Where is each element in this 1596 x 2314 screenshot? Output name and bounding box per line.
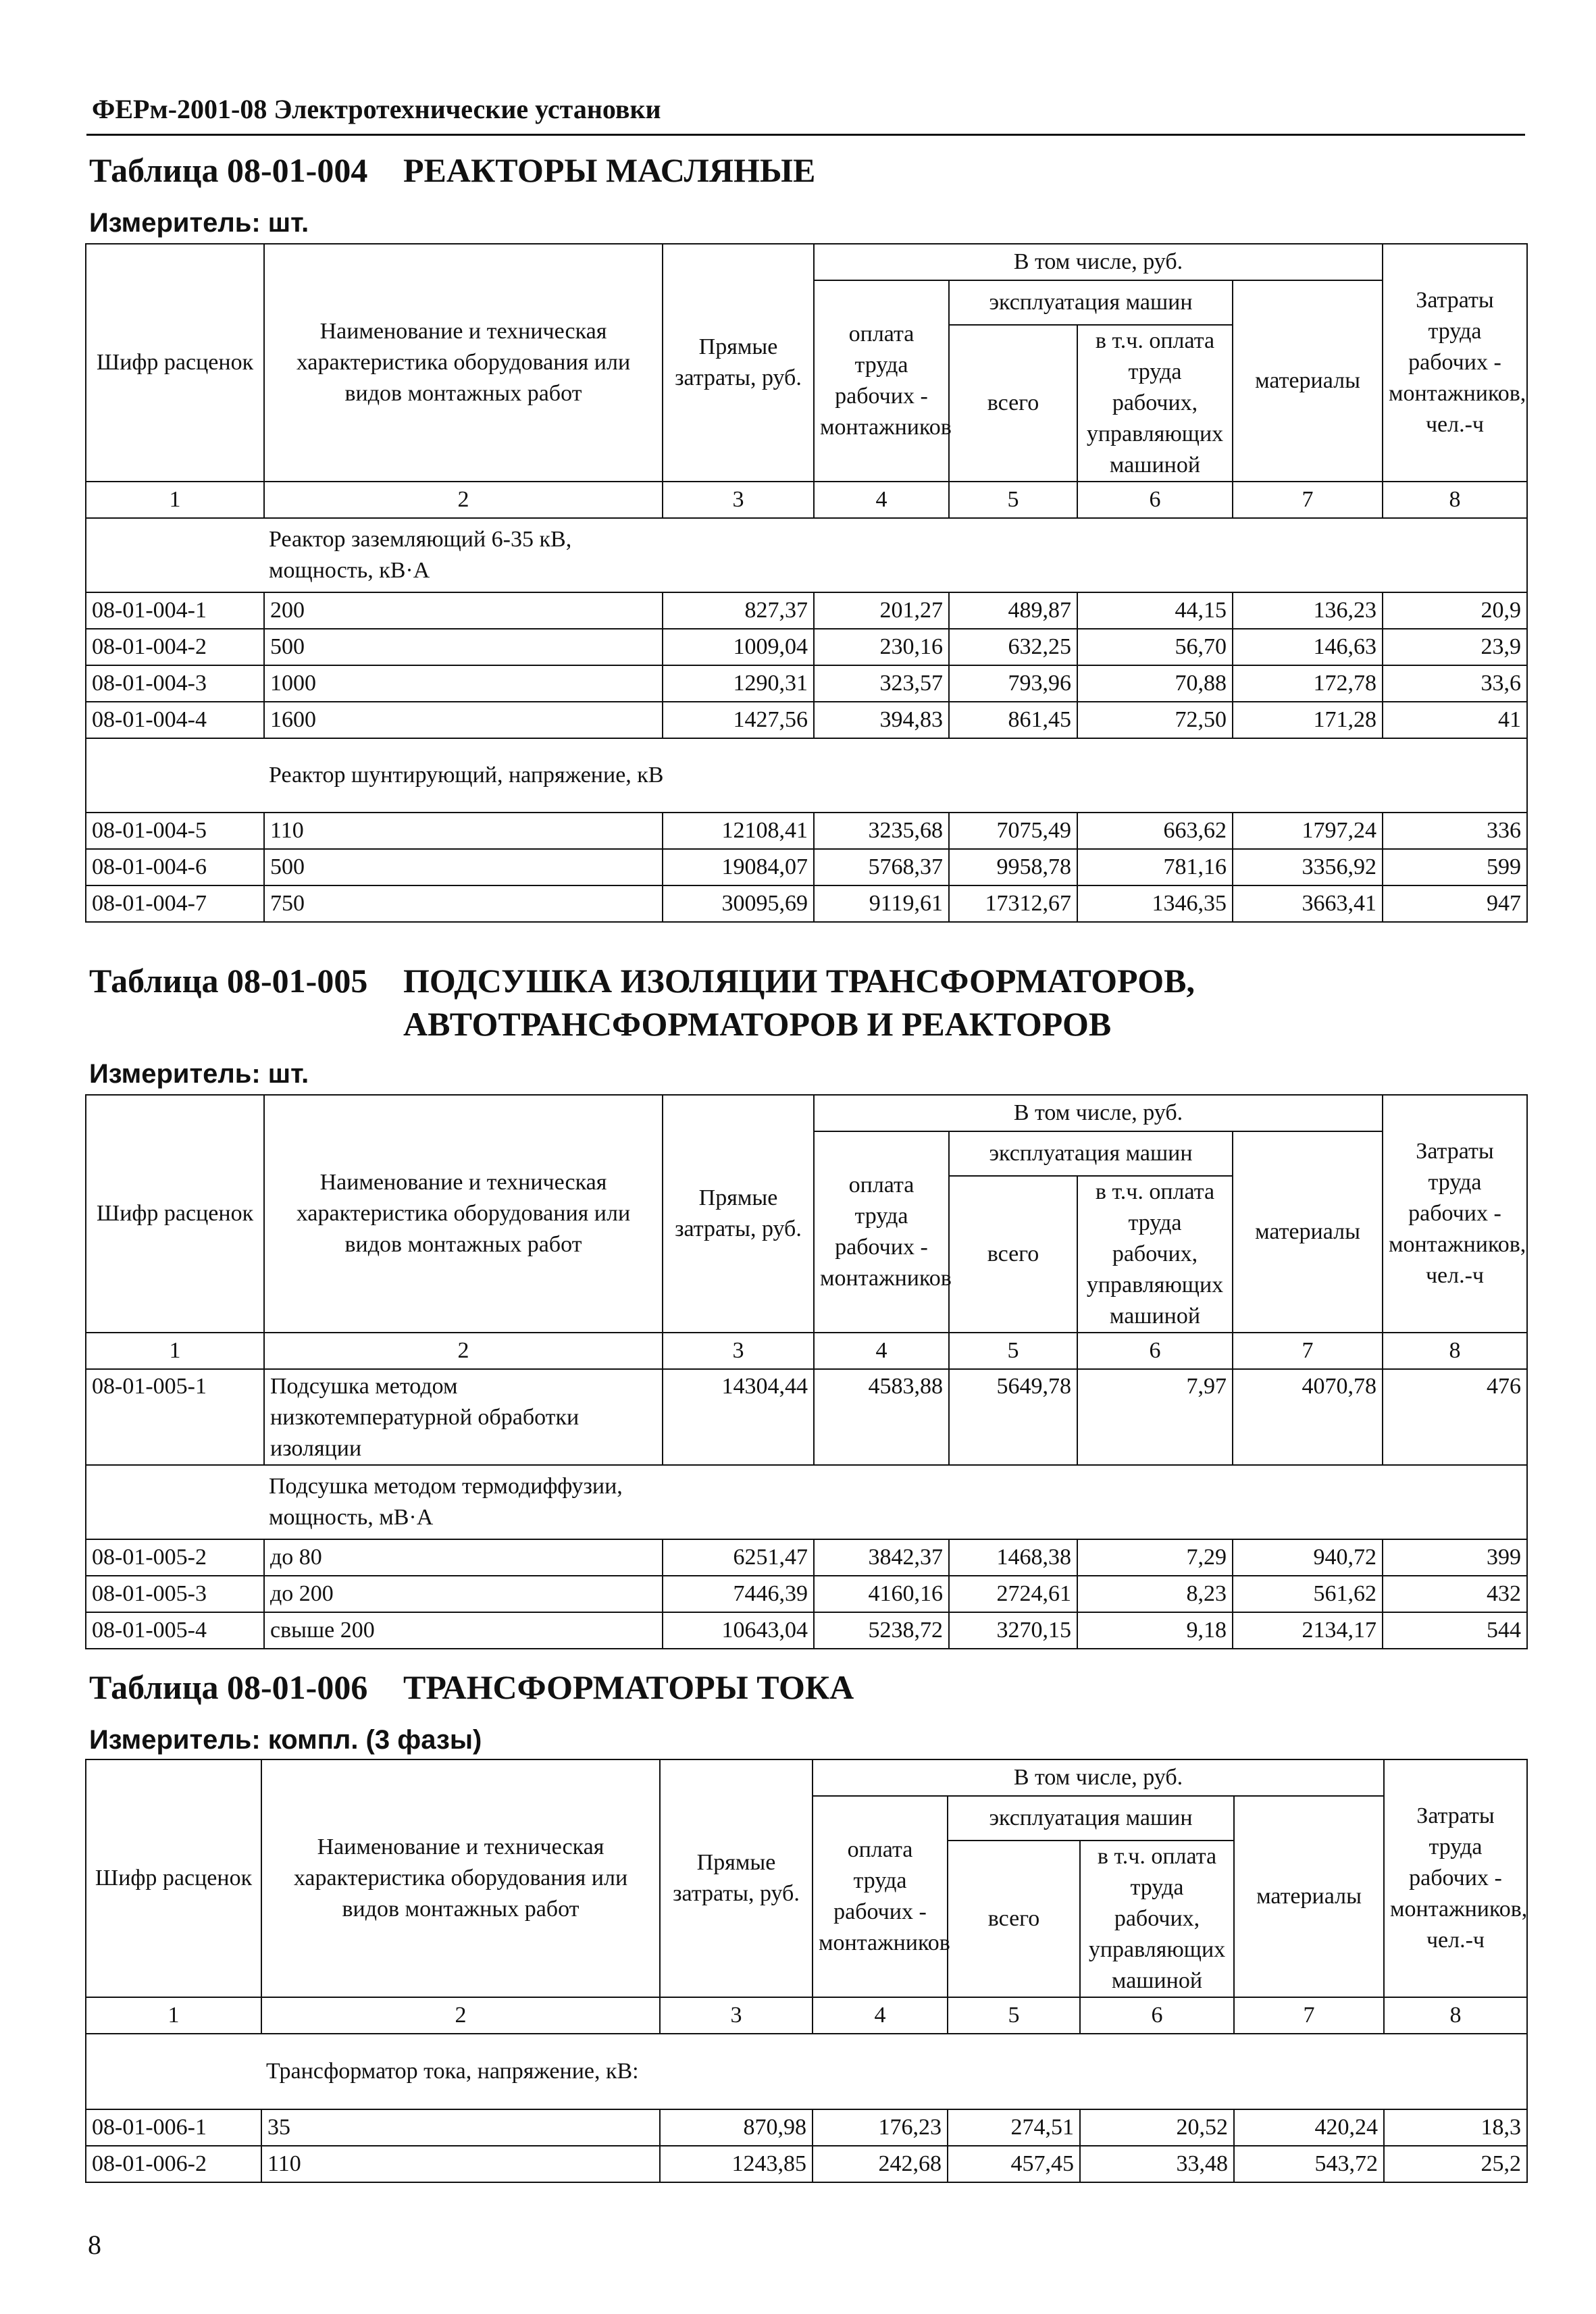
rates-table-08-01-006 bbox=[85, 1759, 1528, 2183]
column-header-labor: оплата труда рабочих - монтажников bbox=[814, 280, 949, 482]
cell-materials: 561,62 bbox=[1233, 1576, 1383, 1612]
column-header-labor: оплата труда рабочих - монтажников bbox=[814, 1131, 949, 1333]
cell-labor-cost: 33,6 bbox=[1383, 665, 1527, 702]
cell-name: 110 bbox=[261, 2146, 660, 2182]
table-code: Таблица 08-01-005 bbox=[89, 962, 368, 1000]
table-row bbox=[86, 1576, 1527, 1612]
column-number: 3 bbox=[663, 482, 814, 518]
cell-materials: 136,23 bbox=[1233, 592, 1383, 629]
table-row bbox=[86, 592, 1527, 629]
column-number: 4 bbox=[814, 482, 949, 518]
table-row bbox=[86, 2146, 1527, 2182]
cell-machine-total: 2724,61 bbox=[949, 1576, 1077, 1612]
cell-labor: 5238,72 bbox=[814, 1612, 949, 1649]
column-header-labor-cost: Затраты труда рабочих - монтажников, чел.-ч bbox=[1383, 1095, 1527, 1333]
cell-labor: 242,68 bbox=[813, 2146, 948, 2182]
cell-name: до 200 bbox=[264, 1576, 663, 1612]
column-number: 3 bbox=[660, 1997, 813, 2034]
column-number: 3 bbox=[663, 1333, 814, 1369]
cell-direct: 12108,41 bbox=[663, 813, 814, 849]
group-row bbox=[86, 738, 1527, 813]
table-row bbox=[86, 665, 1527, 702]
cell-operator: 781,16 bbox=[1077, 849, 1233, 885]
cell-materials: 940,72 bbox=[1233, 1539, 1383, 1576]
table-row bbox=[86, 849, 1527, 885]
cell-labor: 4583,88 bbox=[814, 1369, 949, 1465]
cell-operator: 56,70 bbox=[1077, 629, 1233, 665]
rates-table-08-01-004 bbox=[85, 243, 1528, 923]
cell-operator: 72,50 bbox=[1077, 702, 1233, 738]
cell-materials: 420,24 bbox=[1234, 2109, 1384, 2146]
cell-name: Подсушка методом низкотемпературной обработки изоляции bbox=[264, 1369, 663, 1465]
cell-materials: 171,28 bbox=[1233, 702, 1383, 738]
column-number: 6 bbox=[1080, 1997, 1234, 2034]
cell-labor: 394,83 bbox=[814, 702, 949, 738]
cell-direct: 1009,04 bbox=[663, 629, 814, 665]
cell-labor: 176,23 bbox=[813, 2109, 948, 2146]
cell-code: 08-01-006-2 bbox=[86, 2146, 261, 2182]
cell-materials: 146,63 bbox=[1233, 629, 1383, 665]
table-name: ТРАНСФОРМАТОРЫ ТОКА bbox=[403, 1668, 854, 1706]
cell-direct: 10643,04 bbox=[663, 1612, 814, 1649]
cell-code: 08-01-004-7 bbox=[86, 885, 264, 922]
cell-name: 750 bbox=[264, 885, 663, 922]
cell-machine-total: 861,45 bbox=[949, 702, 1077, 738]
cell-labor: 4160,16 bbox=[814, 1576, 949, 1612]
cell-code: 08-01-005-4 bbox=[86, 1612, 264, 1649]
column-header-machine-total: всего bbox=[949, 1176, 1077, 1333]
cell-materials: 4070,78 bbox=[1233, 1369, 1383, 1465]
cell-direct: 6251,47 bbox=[663, 1539, 814, 1576]
cell-labor-cost: 336 bbox=[1383, 813, 1527, 849]
cell-machine-total: 17312,67 bbox=[949, 885, 1077, 922]
cell-name: до 80 bbox=[264, 1539, 663, 1576]
cell-code: 08-01-005-1 bbox=[86, 1369, 264, 1465]
cell-code: 08-01-004-6 bbox=[86, 849, 264, 885]
cell-code: 08-01-004-5 bbox=[86, 813, 264, 849]
cell-labor-cost: 18,3 bbox=[1384, 2109, 1527, 2146]
cell-operator: 70,88 bbox=[1077, 665, 1233, 702]
group-row bbox=[86, 1465, 1527, 1539]
cell-materials: 3356,92 bbox=[1233, 849, 1383, 885]
cell-labor: 5768,37 bbox=[814, 849, 949, 885]
column-header-direct: Прямые затраты, руб. bbox=[663, 244, 814, 482]
cell-labor-cost: 23,9 bbox=[1383, 629, 1527, 665]
table-row bbox=[86, 702, 1527, 738]
cell-materials: 543,72 bbox=[1234, 2146, 1384, 2182]
cell-direct: 1427,56 bbox=[663, 702, 814, 738]
table-measure: Измеритель: компл. (3 фазы) bbox=[89, 1725, 482, 1755]
column-number: 1 bbox=[86, 1997, 261, 2034]
table-title-08-01-005 bbox=[89, 959, 1195, 1046]
column-number: 8 bbox=[1383, 1333, 1527, 1369]
table-row bbox=[86, 813, 1527, 849]
cell-operator: 44,15 bbox=[1077, 592, 1233, 629]
column-header-machine: эксплуатация машин bbox=[949, 1131, 1233, 1176]
cell-labor: 3235,68 bbox=[814, 813, 949, 849]
cell-code: 08-01-004-2 bbox=[86, 629, 264, 665]
cell-direct: 1290,31 bbox=[663, 665, 814, 702]
column-number: 4 bbox=[813, 1997, 948, 2034]
cell-direct: 19084,07 bbox=[663, 849, 814, 885]
column-number: 2 bbox=[264, 1333, 663, 1369]
cell-labor-cost: 544 bbox=[1383, 1612, 1527, 1649]
column-number: 5 bbox=[949, 1333, 1077, 1369]
column-header-direct: Прямые затраты, руб. bbox=[660, 1759, 813, 1997]
table-title-08-01-004 bbox=[89, 149, 815, 192]
column-header-labor-cost: Затраты труда рабочих - монтажников, чел.-ч bbox=[1384, 1759, 1527, 1997]
cell-machine-total: 9958,78 bbox=[949, 849, 1077, 885]
column-number: 5 bbox=[949, 482, 1077, 518]
group-heading: Реактор заземляющий 6-35 кВ, мощность, кВ·А bbox=[86, 518, 1527, 592]
cell-code: 08-01-004-4 bbox=[86, 702, 264, 738]
cell-machine-total: 489,87 bbox=[949, 592, 1077, 629]
column-number: 7 bbox=[1234, 1997, 1384, 2034]
cell-operator: 20,52 bbox=[1080, 2109, 1234, 2146]
cell-labor-cost: 20,9 bbox=[1383, 592, 1527, 629]
column-header-name: Наименование и техническая характеристика оборудования или видов монтажных работ bbox=[264, 1095, 663, 1333]
cell-operator: 1346,35 bbox=[1077, 885, 1233, 922]
column-numbers-row bbox=[86, 482, 1527, 518]
table-name: РЕАКТОРЫ МАСЛЯНЫЕ bbox=[403, 151, 816, 189]
rates-table-08-01-005 bbox=[85, 1094, 1528, 1649]
cell-labor-cost: 599 bbox=[1383, 849, 1527, 885]
cell-labor-cost: 41 bbox=[1383, 702, 1527, 738]
table-name: ПОДСУШКА ИЗОЛЯЦИИ ТРАНСФОРМАТОРОВ, АВТОТРАНСФОРМАТОРОВ И РЕАКТОРОВ bbox=[403, 962, 1195, 1043]
column-header-code: Шифр расценок bbox=[86, 1095, 264, 1333]
cell-name: 110 bbox=[264, 813, 663, 849]
cell-materials: 1797,24 bbox=[1233, 813, 1383, 849]
cell-labor-cost: 476 bbox=[1383, 1369, 1527, 1465]
group-heading: Реактор шунтирующий, напряжение, кВ bbox=[86, 738, 1527, 813]
cell-name: 35 bbox=[261, 2109, 660, 2146]
cell-materials: 3663,41 bbox=[1233, 885, 1383, 922]
column-header-materials: материалы bbox=[1233, 280, 1383, 482]
table-title-08-01-006 bbox=[89, 1666, 854, 1709]
column-number: 8 bbox=[1383, 482, 1527, 518]
column-header-machine-total: всего bbox=[949, 325, 1077, 482]
column-header-labor-cost: Затраты труда рабочих - монтажников, чел.-ч bbox=[1383, 244, 1527, 482]
cell-operator: 8,23 bbox=[1077, 1576, 1233, 1612]
column-header-incl: В том числе, руб. bbox=[814, 244, 1383, 280]
column-number: 6 bbox=[1077, 482, 1233, 518]
table-row bbox=[86, 1369, 1527, 1465]
running-header: ФЕРм-2001-08 Электротехнические установки bbox=[92, 94, 661, 124]
column-header-operator: в т.ч. оплата труда рабочих, управляющих машиной bbox=[1077, 1176, 1233, 1333]
table-row bbox=[86, 885, 1527, 922]
column-header-incl: В том числе, руб. bbox=[814, 1095, 1383, 1131]
column-header-code: Шифр расценок bbox=[86, 244, 264, 482]
group-heading: Подсушка методом термодиффузии, мощность, мВ·А bbox=[86, 1465, 1527, 1539]
cell-name: 200 bbox=[264, 592, 663, 629]
column-header-operator: в т.ч. оплата труда рабочих, управляющих машиной bbox=[1077, 325, 1233, 482]
cell-machine-total: 1468,38 bbox=[949, 1539, 1077, 1576]
column-header-name: Наименование и техническая характеристика оборудования или видов монтажных работ bbox=[261, 1759, 660, 1997]
column-header-name: Наименование и техническая характеристика оборудования или видов монтажных работ bbox=[264, 244, 663, 482]
column-header-machine-total: всего bbox=[948, 1841, 1080, 1997]
table-row bbox=[86, 1612, 1527, 1649]
group-row bbox=[86, 2034, 1527, 2109]
cell-labor-cost: 399 bbox=[1383, 1539, 1527, 1576]
column-number: 7 bbox=[1233, 1333, 1383, 1369]
column-number: 5 bbox=[948, 1997, 1080, 2034]
cell-machine-total: 274,51 bbox=[948, 2109, 1080, 2146]
column-number: 1 bbox=[86, 1333, 264, 1369]
cell-machine-total: 5649,78 bbox=[949, 1369, 1077, 1465]
column-header-labor: оплата труда рабочих - монтажников bbox=[813, 1796, 948, 1997]
cell-name: 1600 bbox=[264, 702, 663, 738]
cell-code: 08-01-004-3 bbox=[86, 665, 264, 702]
cell-code: 08-01-006-1 bbox=[86, 2109, 261, 2146]
column-number: 4 bbox=[814, 1333, 949, 1369]
table-measure: Измеритель: шт. bbox=[89, 1059, 309, 1089]
cell-labor: 323,57 bbox=[814, 665, 949, 702]
cell-name: свыше 200 bbox=[264, 1612, 663, 1649]
cell-operator: 7,29 bbox=[1077, 1539, 1233, 1576]
page-number: 8 bbox=[88, 2230, 101, 2260]
column-number: 8 bbox=[1384, 1997, 1527, 2034]
column-header-materials: материалы bbox=[1234, 1796, 1384, 1997]
column-numbers-row bbox=[86, 1997, 1527, 2034]
cell-machine-total: 457,45 bbox=[948, 2146, 1080, 2182]
column-number: 2 bbox=[261, 1997, 660, 2034]
column-header-operator: в т.ч. оплата труда рабочих, управляющих машиной bbox=[1080, 1841, 1234, 1997]
cell-direct: 1243,85 bbox=[660, 2146, 813, 2182]
cell-labor-cost: 432 bbox=[1383, 1576, 1527, 1612]
cell-labor: 9119,61 bbox=[814, 885, 949, 922]
cell-direct: 7446,39 bbox=[663, 1576, 814, 1612]
cell-code: 08-01-005-2 bbox=[86, 1539, 264, 1576]
cell-operator: 663,62 bbox=[1077, 813, 1233, 849]
cell-machine-total: 632,25 bbox=[949, 629, 1077, 665]
cell-labor-cost: 25,2 bbox=[1384, 2146, 1527, 2182]
cell-labor: 230,16 bbox=[814, 629, 949, 665]
column-header-machine: эксплуатация машин bbox=[949, 280, 1233, 325]
cell-materials: 172,78 bbox=[1233, 665, 1383, 702]
column-number: 2 bbox=[264, 482, 663, 518]
column-header-materials: материалы bbox=[1233, 1131, 1383, 1333]
cell-labor-cost: 947 bbox=[1383, 885, 1527, 922]
cell-operator: 33,48 bbox=[1080, 2146, 1234, 2182]
cell-direct: 14304,44 bbox=[663, 1369, 814, 1465]
column-header-direct: Прямые затраты, руб. bbox=[663, 1095, 814, 1333]
table-measure: Измеритель: шт. bbox=[89, 208, 309, 238]
cell-code: 08-01-004-1 bbox=[86, 592, 264, 629]
table-row bbox=[86, 1539, 1527, 1576]
column-number: 7 bbox=[1233, 482, 1383, 518]
column-header-machine: эксплуатация машин bbox=[948, 1796, 1234, 1841]
cell-materials: 2134,17 bbox=[1233, 1612, 1383, 1649]
table-code: Таблица 08-01-004 bbox=[89, 151, 368, 189]
cell-operator: 7,97 bbox=[1077, 1369, 1233, 1465]
table-row bbox=[86, 2109, 1527, 2146]
cell-direct: 30095,69 bbox=[663, 885, 814, 922]
cell-operator: 9,18 bbox=[1077, 1612, 1233, 1649]
group-row bbox=[86, 518, 1527, 592]
cell-machine-total: 3270,15 bbox=[949, 1612, 1077, 1649]
cell-name: 500 bbox=[264, 629, 663, 665]
column-header-code: Шифр расценок bbox=[86, 1759, 261, 1997]
cell-labor: 3842,37 bbox=[814, 1539, 949, 1576]
column-number: 1 bbox=[86, 482, 264, 518]
table-code: Таблица 08-01-006 bbox=[89, 1668, 368, 1706]
cell-name: 1000 bbox=[264, 665, 663, 702]
cell-labor: 201,27 bbox=[814, 592, 949, 629]
cell-code: 08-01-005-3 bbox=[86, 1576, 264, 1612]
cell-name: 500 bbox=[264, 849, 663, 885]
column-header-incl: В том числе, руб. bbox=[813, 1759, 1384, 1796]
group-heading: Трансформатор тока, напряжение, кВ: bbox=[86, 2034, 1527, 2109]
header-rule bbox=[86, 134, 1525, 136]
cell-machine-total: 7075,49 bbox=[949, 813, 1077, 849]
column-numbers-row bbox=[86, 1333, 1527, 1369]
cell-direct: 870,98 bbox=[660, 2109, 813, 2146]
column-number: 6 bbox=[1077, 1333, 1233, 1369]
table-row bbox=[86, 629, 1527, 665]
cell-direct: 827,37 bbox=[663, 592, 814, 629]
cell-machine-total: 793,96 bbox=[949, 665, 1077, 702]
